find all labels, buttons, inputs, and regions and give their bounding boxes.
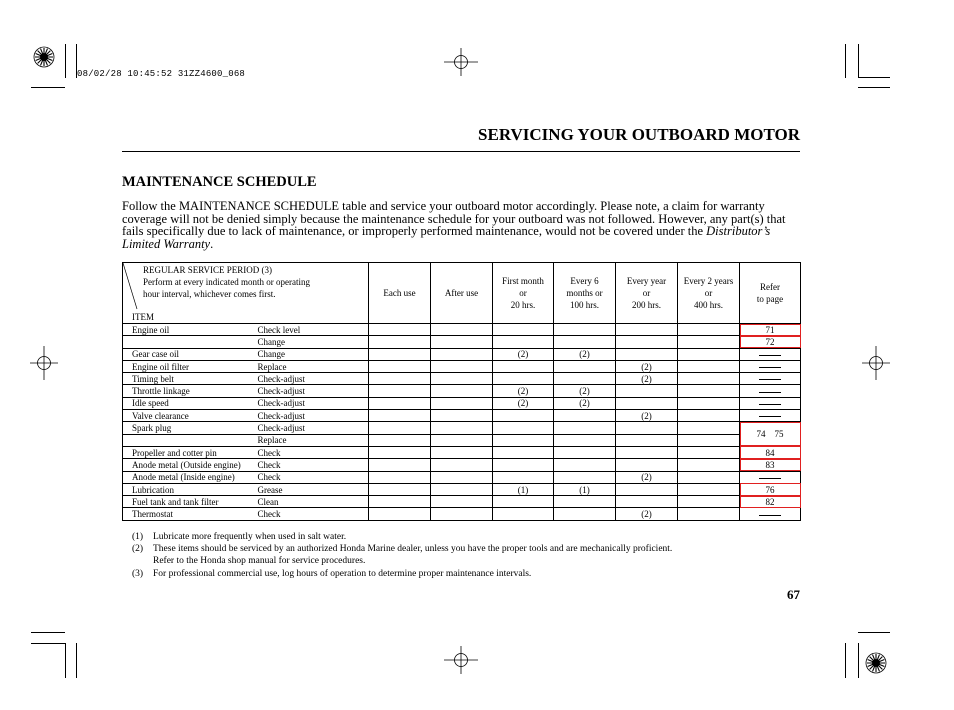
dash-mark: [759, 392, 781, 393]
interval-cell: [493, 496, 554, 508]
interval-cell: [616, 348, 678, 360]
interval-cell: [616, 434, 678, 446]
header-column-refer: Refer to page: [740, 263, 801, 324]
header-item-label: ITEM: [132, 312, 154, 322]
interval-cell: [616, 422, 678, 434]
interval-cell: [554, 434, 616, 446]
intro-text-end: .: [210, 236, 214, 251]
refer-page-link[interactable]: 71: [740, 324, 801, 336]
interval-cell: [369, 446, 431, 458]
crop-mark: [65, 44, 66, 78]
interval-cell: [369, 496, 431, 508]
interval-cell: [678, 324, 740, 336]
interval-cell: (2): [493, 397, 554, 409]
interval-cell: [616, 459, 678, 471]
interval-cell: (2): [554, 348, 616, 360]
table-row: [123, 360, 801, 372]
interval-cell: [554, 471, 616, 483]
footnote: (3) For professional commercial use, log hours of operation to determine proper maintenance intervals.: [132, 568, 532, 579]
interval-cell: [678, 471, 740, 483]
interval-cell: [431, 385, 493, 397]
interval-cell: [431, 434, 493, 446]
crop-mark: [858, 87, 890, 88]
table-row: [123, 324, 801, 336]
item-action: Check-adjust: [256, 397, 369, 409]
interval-cell: [493, 422, 554, 434]
interval-cell: [431, 373, 493, 385]
interval-cell: [554, 360, 616, 372]
interval-cell: [431, 422, 493, 434]
interval-cell: (2): [616, 410, 678, 422]
interval-cell: [369, 360, 431, 372]
table-row: [123, 336, 801, 348]
interval-cell: [431, 459, 493, 471]
item-name: Anode metal (Inside engine): [123, 471, 256, 483]
item-name: Timing belt: [123, 373, 256, 385]
table-row: [123, 508, 801, 520]
dash-mark: [759, 478, 781, 479]
interval-cell: [678, 410, 740, 422]
item-name: Fuel tank and tank filter: [123, 496, 256, 508]
interval-cell: (2): [616, 373, 678, 385]
interval-cell: [554, 422, 616, 434]
interval-cell: [554, 459, 616, 471]
interval-cell: [493, 336, 554, 348]
interval-cell: [431, 483, 493, 495]
interval-cell: [616, 336, 678, 348]
intro-paragraph: [122, 200, 802, 250]
interval-cell: [678, 459, 740, 471]
item-action: Grease: [256, 483, 369, 495]
crop-mark: [845, 643, 846, 678]
interval-cell: [431, 360, 493, 372]
table-row: [123, 373, 801, 385]
page-number: 67: [787, 587, 800, 602]
item-action: Check: [256, 471, 369, 483]
header-column: Every year or 200 hrs.: [616, 263, 678, 324]
interval-cell: [678, 373, 740, 385]
item-action: Clean: [256, 496, 369, 508]
dash-mark: [759, 379, 781, 380]
table-row: [123, 434, 801, 446]
title-divider: [122, 151, 800, 152]
crop-mark: [65, 643, 66, 678]
item-action: Check level: [256, 324, 369, 336]
interval-cell: [678, 360, 740, 372]
interval-cell: [369, 336, 431, 348]
interval-cell: [616, 324, 678, 336]
dash-mark: [759, 404, 781, 405]
interval-cell: [431, 397, 493, 409]
refer-page-none: [740, 385, 801, 397]
refer-page-none: [740, 373, 801, 385]
dash-mark: [759, 367, 781, 368]
item-action: Replace: [256, 434, 369, 446]
interval-cell: [431, 496, 493, 508]
interval-cell: (2): [616, 471, 678, 483]
interval-cell: [431, 348, 493, 360]
interval-cell: [369, 385, 431, 397]
interval-cell: [369, 483, 431, 495]
item-name: Valve clearance: [123, 410, 256, 422]
interval-cell: [678, 422, 740, 434]
interval-cell: [369, 459, 431, 471]
interval-cell: [493, 434, 554, 446]
refer-page-none: [740, 397, 801, 409]
interval-cell: [678, 446, 740, 458]
item-name: [123, 434, 256, 446]
item-name: Anode metal (Outside engine): [123, 459, 256, 471]
header-period-cell: [123, 263, 369, 324]
interval-cell: [616, 385, 678, 397]
interval-cell: [678, 385, 740, 397]
crop-mark: [858, 643, 859, 678]
crop-mark: [31, 643, 65, 644]
dash-mark: [759, 416, 781, 417]
interval-cell: (2): [493, 348, 554, 360]
crop-mark: [845, 44, 846, 78]
dash-mark: [759, 515, 781, 516]
crop-mark: [858, 44, 859, 78]
table-row: [123, 459, 801, 471]
refer-page-none: [740, 410, 801, 422]
refer-page-link[interactable]: 74 75: [740, 422, 801, 447]
table-row: [123, 471, 801, 483]
interval-cell: [554, 508, 616, 520]
maintenance-table: [122, 262, 801, 521]
starburst-mark-icon: [865, 652, 887, 674]
interval-cell: (2): [616, 360, 678, 372]
header-column: Each use: [369, 263, 431, 324]
item-action: Check-adjust: [256, 385, 369, 397]
interval-cell: [678, 434, 740, 446]
interval-cell: [554, 373, 616, 385]
footnote: (2) These items should be serviced by an authorized Honda Marine dealer, unless you have the proper tools and are mechanically proficient.: [132, 544, 673, 555]
interval-cell: [493, 459, 554, 471]
interval-cell: [369, 422, 431, 434]
crop-mark: [76, 643, 77, 678]
footnote: (1) Lubricate more frequently when used in salt water.: [132, 532, 347, 542]
crop-mark: [858, 77, 890, 78]
item-name: Idle speed: [123, 397, 256, 409]
refer-page-none: [740, 508, 801, 520]
subsection-title: MAINTENANCE SCHEDULE: [122, 174, 317, 190]
crop-mark: [858, 632, 890, 633]
interval-cell: [554, 410, 616, 422]
header-column: After use: [431, 263, 493, 324]
table-row: [123, 483, 801, 495]
section-title: SERVICING YOUR OUTBOARD MOTOR: [478, 125, 800, 144]
refer-page-none: [740, 360, 801, 372]
item-name: Thermostat: [123, 508, 256, 520]
item-name: Gear case oil: [123, 348, 256, 360]
item-name: Engine oil: [123, 324, 256, 336]
interval-cell: (2): [616, 508, 678, 520]
interval-cell: [678, 483, 740, 495]
header-column: Every 2 years or 400 hrs.: [678, 263, 740, 324]
item-name: Lubrication: [123, 483, 256, 495]
interval-cell: [369, 508, 431, 520]
refer-page-link[interactable]: 84: [740, 446, 801, 458]
item-action: Change: [256, 336, 369, 348]
interval-cell: [678, 496, 740, 508]
interval-cell: (2): [554, 385, 616, 397]
item-name: [123, 336, 256, 348]
intro-text: Follow the MAINTENANCE SCHEDULE table and service your outboard motor accordingly. Please note, a claim for warranty coverage will not be denied simply because the maintenance schedule for your outboard was not followed. However, any part(s) that fails specifically due to lack of maintenance, or improperly performed maintenance, would not be covered under the: [122, 199, 786, 238]
item-action: Check-adjust: [256, 422, 369, 434]
footnotes: [132, 531, 672, 580]
interval-cell: [369, 348, 431, 360]
item-name: Spark plug: [123, 422, 256, 434]
refer-page-link[interactable]: 76: [740, 483, 801, 495]
interval-cell: [431, 336, 493, 348]
dash-mark: [759, 355, 781, 356]
registration-target-icon: [444, 646, 478, 674]
header-period-desc: hour interval, whichever comes first.: [143, 289, 276, 299]
interval-cell: [493, 360, 554, 372]
table-row: [123, 496, 801, 508]
interval-cell: [431, 508, 493, 520]
interval-cell: [616, 397, 678, 409]
crop-mark: [31, 632, 65, 633]
header-column: Every 6 months or 100 hrs.: [554, 263, 616, 324]
interval-cell: [431, 471, 493, 483]
interval-cell: [493, 410, 554, 422]
interval-cell: [554, 324, 616, 336]
item-action: Replace: [256, 360, 369, 372]
item-action: Check-adjust: [256, 410, 369, 422]
item-action: Check: [256, 459, 369, 471]
interval-cell: (2): [554, 397, 616, 409]
interval-cell: [678, 336, 740, 348]
interval-cell: [554, 496, 616, 508]
interval-cell: [369, 373, 431, 385]
refer-page-none: [740, 348, 801, 360]
item-name: Throttle linkage: [123, 385, 256, 397]
interval-cell: [493, 446, 554, 458]
header-column: First month or 20 hrs.: [493, 263, 554, 324]
interval-cell: [493, 373, 554, 385]
interval-cell: (2): [493, 385, 554, 397]
interval-cell: [554, 446, 616, 458]
table-row: [123, 446, 801, 458]
interval-cell: (1): [554, 483, 616, 495]
interval-cell: [369, 410, 431, 422]
warranty-title: Distributor’s Limited Warranty: [122, 224, 771, 251]
interval-cell: [369, 397, 431, 409]
interval-cell: [369, 324, 431, 336]
table-row: [123, 410, 801, 422]
interval-cell: [431, 446, 493, 458]
starburst-mark-icon: [33, 46, 55, 68]
table-row: [123, 348, 801, 360]
header-period-title: REGULAR SERVICE PERIOD (3): [143, 265, 273, 275]
item-name: Engine oil filter: [123, 360, 256, 372]
interval-cell: [678, 508, 740, 520]
table-row: [123, 385, 801, 397]
item-name: Propeller and cotter pin: [123, 446, 256, 458]
item-action: Check: [256, 446, 369, 458]
interval-cell: [616, 483, 678, 495]
print-stamp: 08/02/28 10:45:52 31ZZ4600_068: [77, 69, 246, 79]
interval-cell: [369, 434, 431, 446]
item-action: Check: [256, 508, 369, 520]
interval-cell: [616, 496, 678, 508]
interval-cell: [554, 336, 616, 348]
header-period-desc: Perform at every indicated month or operating: [143, 277, 310, 287]
refer-page-none: [740, 471, 801, 483]
table-row: [123, 397, 801, 409]
interval-cell: [678, 348, 740, 360]
interval-cell: [493, 324, 554, 336]
interval-cell: [616, 446, 678, 458]
interval-cell: [431, 410, 493, 422]
refer-page-link[interactable]: 82: [740, 496, 801, 508]
interval-cell: (1): [493, 483, 554, 495]
refer-page-link[interactable]: 83: [740, 459, 801, 471]
refer-page-link[interactable]: 72: [740, 336, 801, 348]
interval-cell: [431, 324, 493, 336]
registration-target-icon: [444, 48, 478, 76]
table-row: [123, 422, 801, 434]
interval-cell: [493, 471, 554, 483]
crop-mark: [31, 87, 65, 88]
item-action: Change: [256, 348, 369, 360]
registration-target-icon: [862, 346, 890, 380]
registration-target-icon: [30, 346, 58, 380]
interval-cell: [678, 397, 740, 409]
interval-cell: [369, 471, 431, 483]
item-action: Check-adjust: [256, 373, 369, 385]
interval-cell: [493, 508, 554, 520]
footnote: Refer to the Honda shop manual for service procedures.: [153, 556, 366, 567]
